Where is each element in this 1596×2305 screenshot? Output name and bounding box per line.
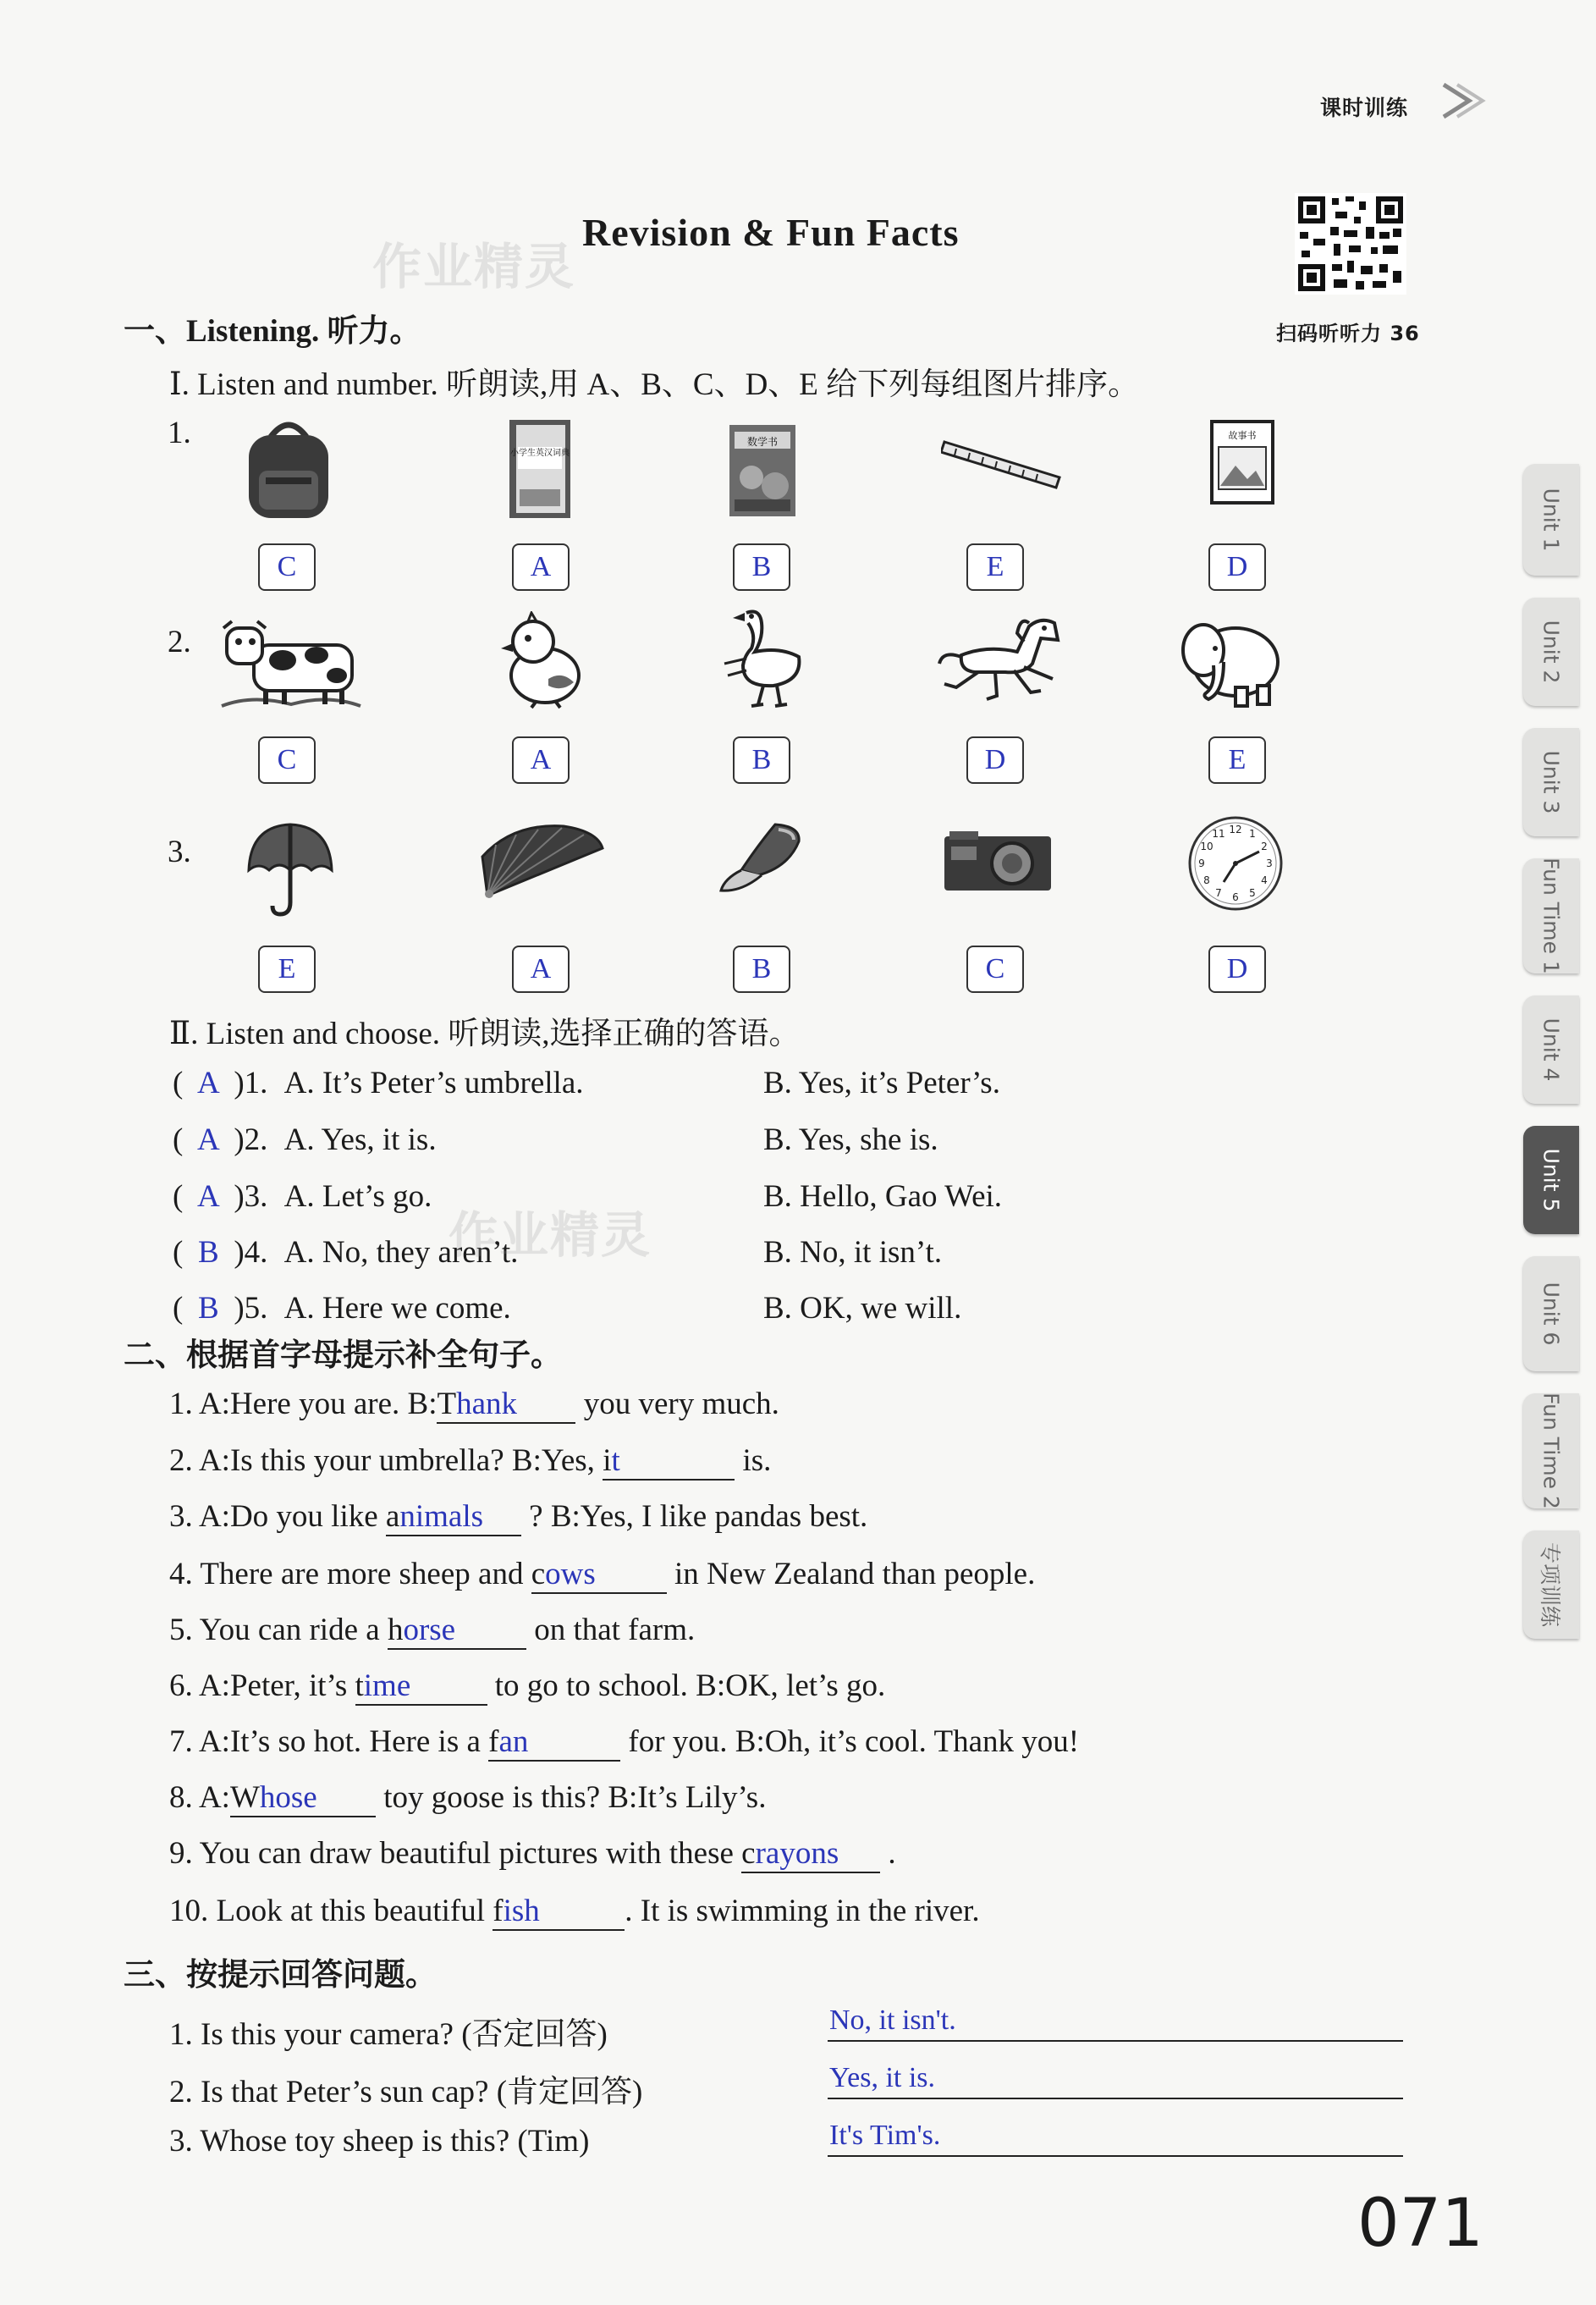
choice-option-b: B. Hello, Gao Wei. bbox=[763, 1179, 1003, 1214]
fill-prefix: 5. You can ride a bbox=[169, 1613, 388, 1647]
clock-number: 2 bbox=[1261, 841, 1268, 852]
answer-text: Yes, it is. bbox=[829, 2062, 936, 2093]
chick-icon bbox=[494, 611, 589, 709]
fill-item bbox=[169, 1498, 867, 1536]
choice-item: ( B )5. A. Here we come. bbox=[173, 1291, 511, 1326]
horse-icon bbox=[936, 611, 1063, 704]
fill-blank[interactable] bbox=[741, 1835, 880, 1873]
fill-item bbox=[169, 1668, 885, 1706]
initial-letter: f bbox=[493, 1894, 504, 1928]
tab-label: Unit 1 bbox=[1538, 488, 1564, 552]
fill-prefix: 7. A:It’s so hot. Here is a bbox=[169, 1724, 489, 1759]
choice-option-b: B. No, it isn’t. bbox=[763, 1235, 943, 1270]
tab-label: 专项训练 bbox=[1538, 1541, 1562, 1628]
tab-label: Unit 5 bbox=[1538, 1148, 1564, 1212]
answer-text: It's Tim's. bbox=[829, 2120, 941, 2151]
order-answer-box[interactable]: A bbox=[512, 543, 570, 591]
fill-suffix: in New Zealand than people. bbox=[666, 1557, 1036, 1591]
clock-number: 1 bbox=[1249, 828, 1256, 840]
fill-item bbox=[169, 1779, 766, 1817]
storybook-icon bbox=[1205, 418, 1278, 506]
order-answer-box[interactable]: B bbox=[733, 946, 790, 993]
choice-option-a: A. It’s Peter’s umbrella. bbox=[283, 1066, 584, 1100]
tab-label: Fun Time 2 bbox=[1538, 1392, 1564, 1509]
initial-letter: W bbox=[229, 1780, 260, 1815]
initial-letter: T bbox=[437, 1387, 457, 1421]
clock-number: 7 bbox=[1215, 887, 1222, 899]
choice-option-b: B. Yes, she is. bbox=[763, 1122, 938, 1157]
fill-answer: rayons bbox=[755, 1836, 839, 1871]
fill-item bbox=[169, 1442, 771, 1481]
tab-label: Unit 2 bbox=[1538, 620, 1564, 684]
order-answer-box[interactable]: A bbox=[512, 736, 570, 784]
fill-blank[interactable] bbox=[230, 1779, 376, 1817]
initial-letter: i bbox=[603, 1443, 612, 1478]
question-text: 2. Is that Peter’s sun cap? (肯定回答) bbox=[169, 2075, 643, 2109]
fill-prefix: 2. A:Is this your umbrella? B:Yes, bbox=[169, 1443, 603, 1478]
fill-prefix: 6. A:Peter, it’s bbox=[169, 1668, 355, 1703]
order-answer-box[interactable]: D bbox=[966, 736, 1024, 784]
fill-answer: ish bbox=[503, 1894, 540, 1928]
storybook-cover-text: 故事书 bbox=[1228, 431, 1257, 441]
fill-answer: an bbox=[498, 1724, 529, 1759]
fill-prefix: 9. You can draw beautiful pictures with these bbox=[169, 1836, 742, 1871]
choice-item: ( A )1. A. It’s Peter’s umbrella. bbox=[173, 1066, 584, 1100]
section-fill-heading: 二、根据首字母提示补全句子。 bbox=[124, 1338, 562, 1373]
choice-option-a: A. Yes, it is. bbox=[283, 1122, 437, 1157]
fill-blank[interactable] bbox=[386, 1498, 521, 1536]
fill-answer: ime bbox=[363, 1668, 411, 1703]
cow-icon bbox=[218, 616, 364, 711]
initial-letter: t bbox=[355, 1668, 364, 1703]
choice-number: )2. bbox=[234, 1122, 268, 1157]
clock-number: 3 bbox=[1266, 857, 1273, 869]
umbrella-icon bbox=[245, 821, 335, 919]
fill-answer: t bbox=[611, 1443, 620, 1478]
fill-blank[interactable] bbox=[355, 1668, 487, 1706]
tab-fun-time-1[interactable] bbox=[1523, 858, 1579, 973]
fill-blank[interactable] bbox=[488, 1723, 620, 1762]
tab-unit-6[interactable] bbox=[1523, 1256, 1579, 1371]
fill-suffix: ? B:Yes, I like pandas best. bbox=[520, 1499, 868, 1534]
tab-unit-2[interactable] bbox=[1523, 598, 1579, 706]
choice-number: )5. bbox=[234, 1291, 268, 1326]
question-text: 1. Is this your camera? (否定回答) bbox=[169, 2017, 608, 2052]
order-answer-box[interactable]: C bbox=[258, 543, 316, 591]
tab-label: Unit 3 bbox=[1538, 750, 1564, 814]
tab-fun-time-2[interactable] bbox=[1523, 1393, 1579, 1508]
choice-item: ( A )2. A. Yes, it is. bbox=[173, 1122, 437, 1157]
watermark: 作业精灵 bbox=[449, 1206, 652, 1264]
sun-cap-icon bbox=[716, 819, 806, 896]
fill-item bbox=[169, 1386, 779, 1424]
part1-instruction: Ⅰ. Listen and number. 听朗读,用 A、B、C、D、E 给下列每组图片排序。 bbox=[169, 367, 1140, 402]
chevron-right-icon bbox=[1439, 81, 1489, 120]
fan-icon bbox=[479, 823, 606, 901]
tab-label: Fun Time 1 bbox=[1538, 857, 1564, 974]
fill-suffix: you very much. bbox=[575, 1387, 779, 1421]
fill-prefix: 3. A:Do you like bbox=[169, 1499, 386, 1534]
choice-item: ( A )3. A. Let’s go. bbox=[173, 1179, 432, 1214]
clock-icon bbox=[1186, 814, 1285, 913]
group-number: 2. bbox=[168, 625, 191, 659]
tab-unit-3[interactable] bbox=[1523, 728, 1579, 836]
choice-answer[interactable]: A bbox=[196, 1066, 220, 1100]
fill-answer: orse bbox=[403, 1613, 456, 1647]
answer-text: No, it isn't. bbox=[829, 2004, 956, 2036]
initial-letter: f bbox=[488, 1724, 499, 1759]
tab-label: Unit 6 bbox=[1538, 1282, 1564, 1346]
order-answer-box[interactable]: E bbox=[258, 946, 316, 993]
page-title: Revision & Fun Facts bbox=[582, 211, 960, 254]
fill-item bbox=[169, 1556, 1035, 1594]
choice-answer[interactable]: B bbox=[197, 1235, 219, 1270]
answer-line[interactable] bbox=[828, 2116, 1403, 2157]
math-book-cover-text: 数学书 bbox=[746, 436, 779, 448]
section-listening-heading: 一、Listening. 听力。 bbox=[124, 314, 421, 349]
page-number: 071 bbox=[1357, 2186, 1483, 2262]
fill-blank[interactable] bbox=[437, 1386, 575, 1424]
order-answer-box[interactable]: E bbox=[966, 543, 1024, 591]
qr-code-icon bbox=[1295, 193, 1406, 295]
camera-icon bbox=[941, 824, 1054, 894]
choice-answer[interactable]: A bbox=[196, 1179, 220, 1214]
fill-suffix: for you. B:Oh, it’s cool. Thank you! bbox=[620, 1724, 1080, 1759]
choice-answer[interactable]: A bbox=[196, 1122, 220, 1157]
fill-item bbox=[169, 1723, 1079, 1762]
clock-number: 10 bbox=[1200, 841, 1214, 852]
order-answer-box[interactable]: E bbox=[1208, 736, 1266, 784]
fill-answer: nimals bbox=[399, 1499, 484, 1534]
schoolbag-icon bbox=[240, 418, 337, 523]
elephant-icon bbox=[1176, 615, 1286, 709]
tab-label: Unit 4 bbox=[1538, 1017, 1564, 1082]
fill-suffix: . bbox=[880, 1836, 896, 1871]
fill-suffix: toy goose is this? B:It’s Lily’s. bbox=[375, 1780, 767, 1815]
initial-letter: c bbox=[531, 1557, 546, 1591]
fill-blank[interactable] bbox=[493, 1893, 625, 1931]
section-answer-heading: 三、按提示回答问题。 bbox=[124, 1958, 437, 1993]
fill-prefix: 8. A: bbox=[169, 1780, 230, 1815]
initial-letter: a bbox=[385, 1499, 400, 1534]
choice-number: )4. bbox=[234, 1235, 268, 1270]
clock-number: 5 bbox=[1249, 887, 1256, 899]
group-number: 3. bbox=[168, 835, 191, 869]
order-answer-box[interactable]: D bbox=[1208, 543, 1266, 591]
fill-answer: hank bbox=[456, 1387, 518, 1421]
fill-item bbox=[169, 1835, 896, 1873]
clock-number: 4 bbox=[1261, 874, 1268, 886]
watermark: 作业精灵 bbox=[372, 238, 576, 295]
tab-special-training[interactable] bbox=[1523, 1530, 1579, 1639]
qr-caption: 扫码听听力 36 bbox=[1276, 322, 1420, 345]
fill-prefix: 1. A:Here you are. B: bbox=[169, 1387, 438, 1421]
fill-item bbox=[169, 1893, 980, 1931]
tab-unit-5[interactable] bbox=[1523, 1126, 1579, 1234]
choice-option-a: A. No, they aren’t. bbox=[283, 1235, 519, 1270]
fill-item bbox=[169, 1612, 695, 1650]
fill-blank[interactable] bbox=[603, 1442, 735, 1481]
fill-blank[interactable] bbox=[531, 1556, 667, 1594]
dictionary-icon bbox=[504, 416, 577, 521]
choice-number: )1. bbox=[234, 1066, 268, 1100]
choice-option-a: A. Let’s go. bbox=[283, 1179, 432, 1214]
choice-item: ( B )4. A. No, they aren’t. bbox=[173, 1235, 519, 1270]
order-answer-box[interactable]: C bbox=[966, 946, 1024, 993]
clock-number: 9 bbox=[1198, 857, 1205, 869]
fill-suffix: to go to school. B:OK, let’s go. bbox=[487, 1668, 886, 1703]
fill-suffix: on that farm. bbox=[526, 1613, 696, 1647]
choice-option-b: B. OK, we will. bbox=[763, 1291, 962, 1326]
choice-number: )3. bbox=[234, 1179, 268, 1214]
fill-suffix: . It is swimming in the river. bbox=[625, 1894, 980, 1928]
choice-answer[interactable]: B bbox=[197, 1291, 219, 1326]
order-answer-box[interactable]: B bbox=[733, 543, 790, 591]
ruler-icon bbox=[941, 432, 1063, 491]
order-answer-box[interactable]: C bbox=[258, 736, 316, 784]
fill-answer: hose bbox=[259, 1780, 317, 1815]
dictionary-cover-text: 小学生英汉词典 bbox=[510, 449, 570, 458]
order-answer-box[interactable]: B bbox=[733, 736, 790, 784]
fill-answer: ows bbox=[545, 1557, 596, 1591]
fill-suffix: is. bbox=[735, 1443, 772, 1478]
choice-option-a: A. Here we come. bbox=[283, 1291, 511, 1326]
clock-number: 12 bbox=[1229, 824, 1242, 835]
initial-letter: c bbox=[741, 1836, 756, 1871]
question-text: 3. Whose toy sheep is this? (Tim) bbox=[169, 2124, 590, 2159]
answer-line[interactable] bbox=[828, 2059, 1403, 2099]
answer-line[interactable] bbox=[828, 2001, 1403, 2042]
clock-number: 6 bbox=[1232, 891, 1239, 903]
section-label: 课时训练 bbox=[1320, 96, 1409, 120]
initial-letter: h bbox=[387, 1613, 404, 1647]
goose-icon bbox=[721, 604, 809, 711]
clock-number: 8 bbox=[1203, 874, 1210, 886]
group-number: 1. bbox=[168, 416, 191, 450]
order-answer-box[interactable]: D bbox=[1208, 946, 1266, 993]
math-book-icon bbox=[726, 422, 799, 520]
part2-instruction: Ⅱ. Listen and choose. 听朗读,选择正确的答语。 bbox=[169, 1017, 801, 1051]
clock-number: 11 bbox=[1212, 828, 1225, 840]
choice-option-b: B. Yes, it’s Peter’s. bbox=[763, 1066, 1000, 1100]
fill-blank[interactable] bbox=[388, 1612, 526, 1650]
order-answer-box[interactable]: A bbox=[512, 946, 570, 993]
fill-prefix: 10. Look at this beautiful bbox=[169, 1894, 493, 1928]
fill-prefix: 4. There are more sheep and bbox=[169, 1557, 531, 1591]
tab-unit-4[interactable] bbox=[1523, 995, 1579, 1104]
tab-unit-1[interactable] bbox=[1523, 464, 1579, 576]
